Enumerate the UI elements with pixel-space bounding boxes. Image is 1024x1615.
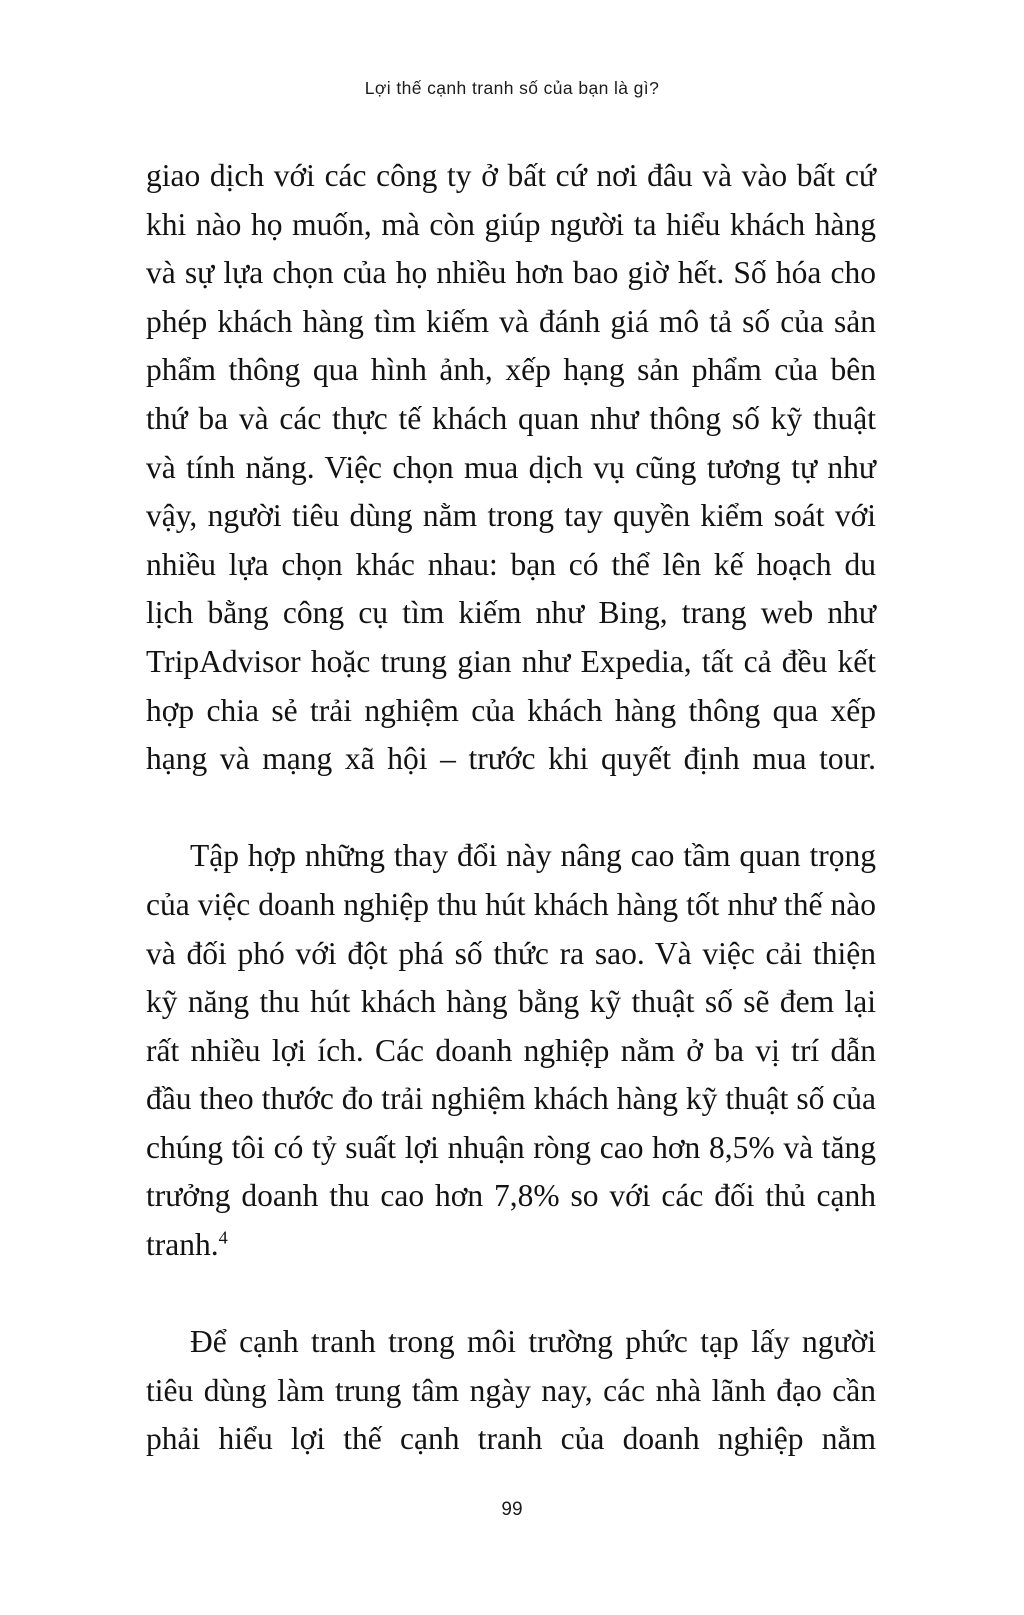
paragraph-3: Để cạnh tranh trong môi trường phức tạp lấy người tiêu dùng làm trung tâm ngày nay, các nhà lãnh đạo cần phải hiểu lợi thế cạnh tranh của doanh nghiệp nằm xyxy=(146,1324,876,1457)
paragraph-2-text: Tập hợp những thay đổi này nâng cao tầm quan trọng của việc doanh nghiệp thu hút khách hàng tốt như thế nào và đối phó với đột phá số thức ra sao. Và việc cải thiện kỹ năng thu hút khách hàng bằng kỹ thuật số sẽ đem lại rất nhiều lợi ích. Các doanh nghiệp nằm ở ba vị trí dẫn đầu theo thước đo trải nghiệm khách hàng kỹ thuật số của chúng tôi có tỷ suất lợi nhuận ròng cao hơn 8,5% và tăng trưởng doanh thu cao hơn 7,8% so với các đối thủ cạnh tranh. xyxy=(146,838,876,1263)
running-head: Lợi thế cạnh tranh số của bạn là gì? xyxy=(364,78,660,98)
body-text-column xyxy=(146,152,876,1513)
paragraph-1: giao dịch với các công ty ở bất cứ nơi đâu và vào bất cứ khi nào họ muốn, mà còn giúp người ta hiểu khách hàng và sự lựa chọn của họ nhiều hơn bao giờ hết. Số hóa cho phép khách hàng tìm kiếm và đánh giá mô tả số của sản phẩm thông qua hình ảnh, xếp hạng sản phẩm của bên thứ ba và các thực tế khách quan như thông số kỹ thuật và tính năng. Việc chọn mua dịch vụ cũng tương tự như vậy, người tiêu dùng nằm trong tay quyền kiểm soát với nhiều lựa chọn khác nhau: bạn có thể lên kế hoạch du lịch bằng công cụ tìm kiếm như Bing, trang web như TripAdvisor hoặc trung gian như Expedia, tất cả đều kết hợp chia sẻ trải nghiệm của khách hàng thông qua xếp hạng và mạng xã hội – trước khi quyết định mua tour. xyxy=(146,158,876,777)
page-number: 99 xyxy=(501,1499,523,1520)
paragraph-2 xyxy=(146,832,876,1318)
footnote-reference-4: 4 xyxy=(218,1227,228,1248)
